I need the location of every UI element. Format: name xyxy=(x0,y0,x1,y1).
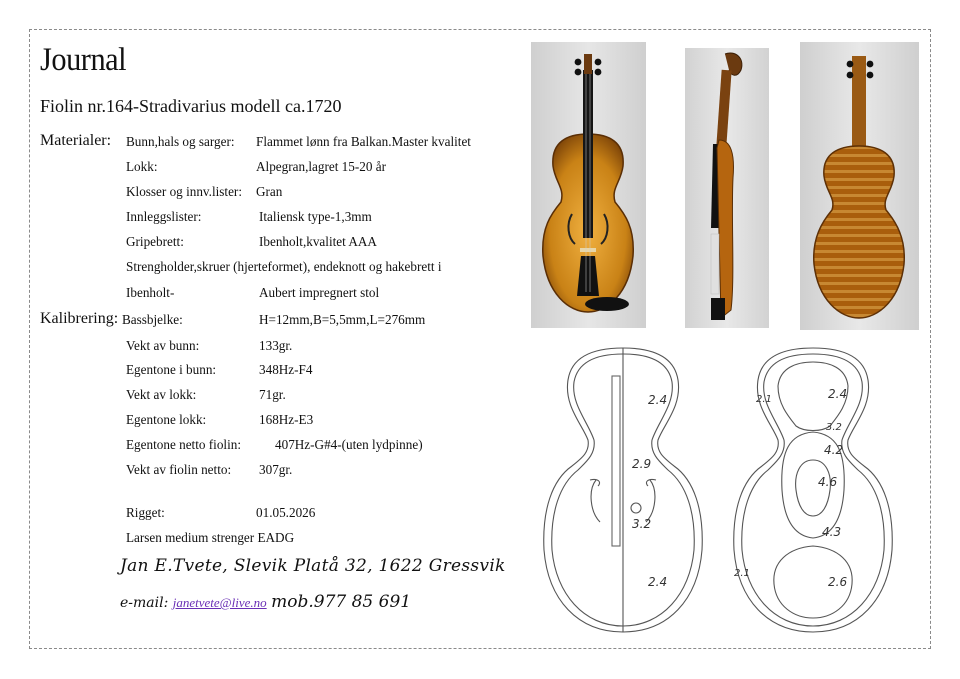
calibration-value-2: 348Hz-F4 xyxy=(259,362,313,377)
plan-left-center: 2.9 xyxy=(632,457,652,471)
page-title: Journal xyxy=(40,42,127,78)
violin-back-photo xyxy=(800,42,919,330)
materials-label-3: Innleggslister: xyxy=(126,209,202,224)
materials-label-5: Strengholder,skruer (hjerteformet), endeknott og hakebrett i xyxy=(126,259,442,274)
plan-right-edge-lower: 2.1 xyxy=(734,568,750,579)
plan-left-upper: 2.4 xyxy=(648,393,668,407)
plan-right-upper-inner: 3.2 xyxy=(826,422,842,433)
violin-front-photo xyxy=(531,42,646,328)
calibration-label-6: Vekt av fiolin netto: xyxy=(126,462,232,477)
email-link[interactable]: janetvete@live.no xyxy=(172,595,267,610)
rigging-date: 01.05.2026 xyxy=(256,505,316,520)
mobile-number: mob.977 85 691 xyxy=(271,592,412,612)
materials-value-6: Aubert impregnert stol xyxy=(259,285,380,300)
violin-side-photo xyxy=(685,48,769,328)
materials-value-3: Italiensk type-1,3mm xyxy=(259,209,372,224)
plan-left-soundpost: 3.2 xyxy=(632,517,652,531)
calibration-value-4: 168Hz-E3 xyxy=(259,412,314,427)
materials-heading: Materialer: xyxy=(40,132,112,149)
strings-info: Larsen medium strenger EADG xyxy=(126,530,295,545)
plan-right-lower: 2.6 xyxy=(828,575,848,589)
materials-value-0: Flammet lønn fra Balkan.Master kvalitet xyxy=(256,134,471,149)
calibration-label-1: Vekt av bunn: xyxy=(126,338,200,353)
calibration-value-1: 133gr. xyxy=(259,338,293,353)
email-prefix: e-mail: xyxy=(120,595,169,611)
calibration-value-3: 71gr. xyxy=(259,387,286,402)
plan-right-center-upper: 4.2 xyxy=(824,443,844,457)
plan-right-center: 4.6 xyxy=(818,475,838,489)
subtitle: Fiolin nr.164-Stradivarius modell ca.1720 xyxy=(40,96,342,116)
contact-line xyxy=(120,592,411,612)
materials-value-2: Gran xyxy=(256,184,283,199)
materials-label-2: Klosser og innv.lister: xyxy=(126,184,242,199)
calibration-label-4: Egentone lokk: xyxy=(126,412,207,427)
calibration-label-3: Vekt av lokk: xyxy=(126,387,197,402)
materials-value-1: Alpegran,lagret 15-20 år xyxy=(256,159,386,174)
thickness-plan-drawing xyxy=(528,340,908,640)
materials-label-1: Lokk: xyxy=(126,159,158,174)
signature-address: Jan E.Tvete, Slevik Platå 32, 1622 Gressvik xyxy=(120,556,506,576)
calibration-value-0: H=12mm,B=5,5mm,L=276mm xyxy=(259,312,426,327)
rigging-label: Rigget: xyxy=(126,505,165,520)
materials-label-4: Gripebrett: xyxy=(126,234,184,249)
calibration-heading: Kalibrering: xyxy=(40,310,119,327)
plan-left-lower: 2.4 xyxy=(648,575,668,589)
calibration-value-5: 407Hz-G#4-(uten lydpinne) xyxy=(275,437,423,452)
calibration-label-5: Egentone netto fiolin: xyxy=(126,437,241,452)
plan-right-center-lower: 4.3 xyxy=(822,525,842,539)
materials-label-0: Bunn,hals og sarger: xyxy=(126,134,235,149)
calibration-value-6: 307gr. xyxy=(259,462,293,477)
calibration-label-2: Egentone i bunn: xyxy=(126,362,217,377)
plan-right-edge-upper: 2.1 xyxy=(756,394,772,405)
materials-value-4: Ibenholt,kvalitet AAA xyxy=(259,234,377,249)
plan-right-upper: 2.4 xyxy=(828,387,848,401)
materials-label-6: Ibenholt- xyxy=(126,285,175,300)
calibration-label-0: Bassbjelke: xyxy=(122,312,183,327)
